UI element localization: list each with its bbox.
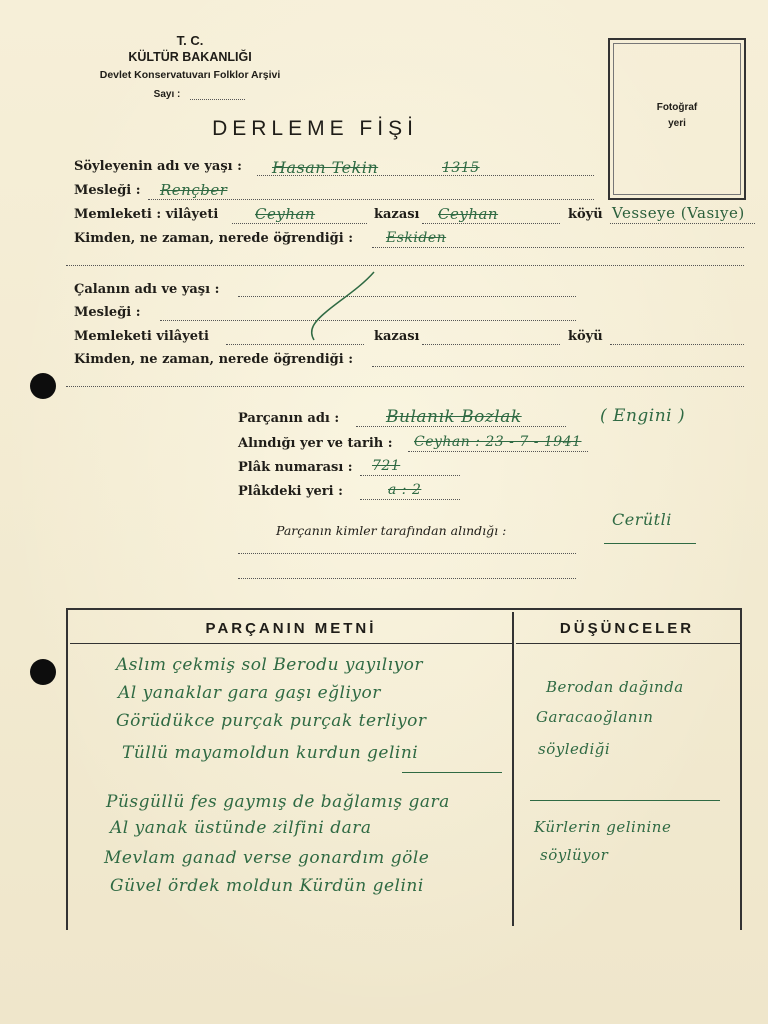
sayi-line (190, 99, 245, 100)
text-header-underline (70, 643, 512, 644)
singer-learned-label: Kimden, ne zaman, nerede öğrendiği : (74, 231, 354, 246)
record-number-label: Plâk numarası : (238, 460, 353, 475)
record-position: a : 2 (388, 482, 422, 498)
thoughts-header-underline (516, 643, 740, 644)
player-village-line (610, 344, 744, 345)
thought-line: söylüyor (540, 846, 609, 864)
poem-line: Tüllü mayamoldun kurdun gelini (122, 743, 419, 763)
player-district-line (422, 344, 560, 345)
thought-line: Berodan dağında (546, 678, 684, 696)
page-title: DERLEME FİŞİ (212, 117, 418, 140)
poem-line: Al yanak üstünde zilfini dara (110, 818, 372, 838)
singer-name: Hasan Tekin (272, 158, 379, 177)
singer-district: Ceyhan (438, 205, 499, 223)
poem-line: Al yanaklar gara gaşı eğliyor (118, 683, 381, 703)
singer-village: Vesseye (Vasıye) (612, 204, 745, 222)
binder-hole-bottom (30, 659, 56, 685)
collectors-line-2 (238, 578, 576, 579)
thoughts-separator (530, 800, 720, 801)
piece-place-date: Ceyhan : 23 - 7 - 1941 (414, 434, 582, 450)
collectors-line-1 (238, 553, 576, 554)
piece-name-note: ( Engini ) (600, 406, 686, 426)
singer-province-line (232, 223, 367, 224)
player-learned-line (372, 366, 744, 367)
piece-name-label: Parçanın adı : (238, 411, 340, 426)
poem-line: Aslım çekmiş sol Berodu yayılıyor (116, 655, 424, 675)
check-mark (300, 268, 390, 348)
header-tc: T. C. (176, 33, 204, 48)
singer-hometown-label: Memleketi : vilâyeti (74, 207, 219, 222)
singer-district-label: kazası (374, 207, 420, 222)
singer-district-line (422, 223, 560, 224)
record-number-line (360, 475, 460, 476)
record-number: 721 (372, 458, 401, 474)
singer-province: Ceyhan (255, 205, 316, 223)
record-position-label: Plâkdeki yeri : (238, 484, 343, 499)
binder-hole-top (30, 373, 56, 399)
piece-place-date-label: Alındığı yer ve tarih : (238, 436, 393, 451)
header-archive: Devlet Konservatuvarı Folklor Arşivi (99, 69, 281, 81)
sayi-label: Sayı : (153, 89, 181, 100)
collectors-value: Cerütli (612, 510, 672, 529)
piece-place-date-line (408, 451, 588, 452)
piece-name: Bulanık Bozlak (386, 407, 522, 427)
player-name-age-label: Çalanın adı ve yaşı : (74, 282, 220, 297)
photo-label-1: Fotoğraf (656, 102, 698, 113)
table-top-border (66, 608, 742, 610)
singer-learned: Eskiden (386, 230, 447, 246)
player-district-label: kazası (374, 329, 420, 344)
player-village-label: köyü (568, 329, 603, 344)
text-section-title: PARÇANIN METNİ (205, 620, 377, 637)
thought-line: Kürlerin gelinine (534, 818, 672, 836)
singer-learned-line (372, 247, 744, 248)
singer-job: Rençber (160, 181, 228, 199)
poem-line: Mevlam ganad verse gonardım göle (104, 848, 430, 868)
player-job-label: Mesleği : (74, 305, 141, 320)
thoughts-section-title: DÜŞÜNCELER (559, 620, 695, 637)
player-name-line (238, 296, 576, 297)
thought-line: Garacaoğlanın (536, 708, 654, 726)
singer-job-line (148, 199, 594, 200)
table-divider (512, 612, 514, 926)
poem-line: Görüdükce purçak purçak terliyor (116, 711, 427, 731)
player-learned-label: Kimden, ne zaman, nerede öğrendiği : (74, 352, 354, 367)
singer-job-label: Mesleği : (74, 183, 141, 198)
singer-village-label: köyü (568, 207, 603, 222)
stanza-separator (402, 772, 502, 773)
photo-label-2: yeri (668, 118, 686, 129)
singer-age: 1315 (442, 160, 480, 176)
header-ministry: KÜLTÜR BAKANLIĞI (128, 50, 252, 64)
player-hometown-label: Memleketi vilâyeti (74, 329, 209, 344)
collectors-label: Parçanın kimler tarafından alındığı : (276, 523, 507, 538)
thought-line: söylediği (538, 740, 611, 758)
player-extra-line (66, 386, 744, 387)
singer-name-age-label: Söyleyenin adı ve yaşı : (74, 159, 242, 174)
poem-line: Güvel ördek moldun Kürdün gelini (110, 876, 424, 896)
singer-village-line (610, 223, 755, 224)
record-position-line (360, 499, 460, 500)
photo-box (608, 38, 746, 200)
table-right-border (740, 608, 742, 930)
collectors-underline (604, 543, 696, 544)
poem-line: Püsgüllü fes gaymış de bağlamış gara (106, 792, 450, 812)
table-left-border (66, 608, 68, 930)
singer-extra-line (66, 265, 744, 266)
